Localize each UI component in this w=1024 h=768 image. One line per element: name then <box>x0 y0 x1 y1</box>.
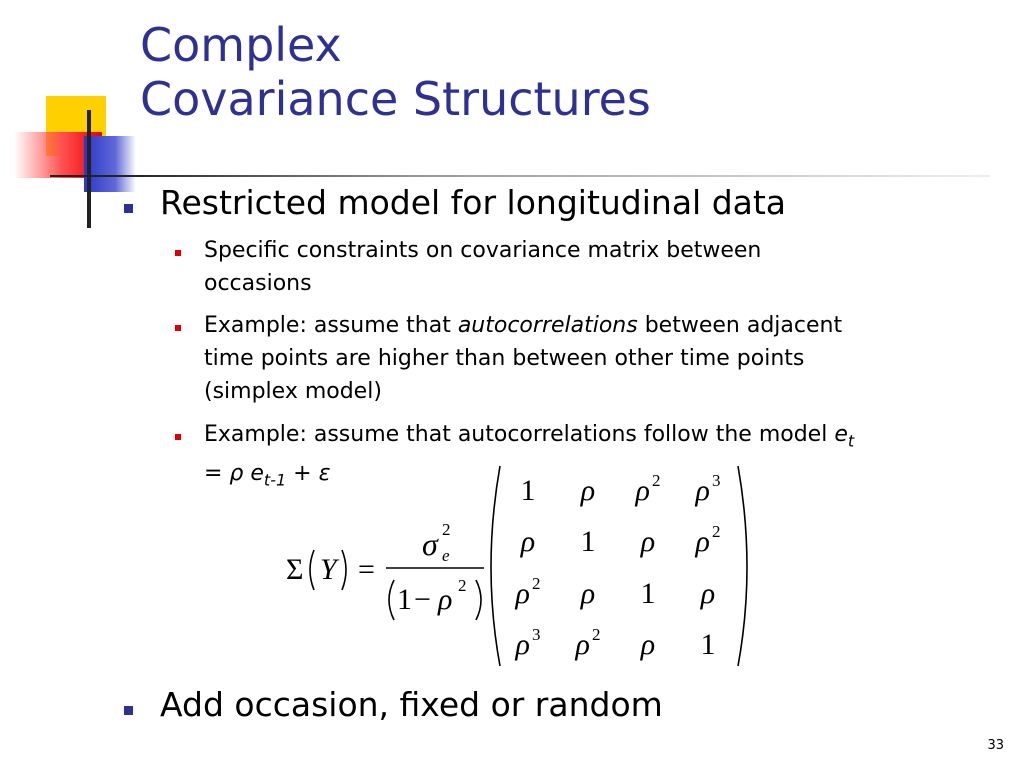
bullet-add-occasion: Add occasion, fixed or random <box>160 685 663 724</box>
matrix-bracket-left <box>491 466 500 666</box>
eq-equals: = <box>358 553 375 586</box>
eq-y: Y <box>320 553 337 586</box>
eq-sigma-capital: Σ <box>286 553 304 586</box>
matrix-cell-r2-c3: ρ <box>640 525 656 558</box>
eq-den-paren-right <box>476 580 481 620</box>
matrix-cell-r4-c1: ρ $^3$ <box>515 625 541 661</box>
eq-num-sigma: σ <box>422 526 438 562</box>
matrix-cell-r3-c2: ρ <box>580 577 596 610</box>
matrix-cells <box>515 471 721 661</box>
sub-bullet-marker <box>175 434 181 440</box>
matrix-cell-r3-c1: ρ $^2$ <box>515 574 541 610</box>
matrix-cell-r4-c3: ρ <box>640 628 656 661</box>
matrix-bracket-right <box>738 466 747 666</box>
matrix-cell-r1-c1: 1 <box>520 474 536 507</box>
simplex-post: between adjacent <box>637 313 843 338</box>
eq-num-sub: e <box>442 546 450 565</box>
ar-line1 <box>204 418 964 457</box>
matrix-cell-r2-c1: ρ <box>520 525 536 558</box>
matrix-cell-r2-c2: 1 <box>580 525 596 558</box>
sub-bullet-constraints <box>204 234 964 300</box>
ar-t-subscript: t <box>847 431 855 451</box>
sub-bullet-marker <box>175 250 181 256</box>
eq-den-minus: − <box>414 583 431 616</box>
decor-horizontal-rule <box>50 175 990 177</box>
title-line-2: Covariance Structures <box>140 72 651 126</box>
simplex-line1 <box>204 309 964 342</box>
matrix-cell-r2-c4: ρ $^2$ <box>695 522 721 558</box>
page-number: 33 <box>987 738 1004 753</box>
eq-lhs-paren-right <box>342 550 346 590</box>
simplex-line2: time points are higher than between other time points <box>204 346 805 371</box>
bullet-marker <box>124 706 133 715</box>
simplex-line3: (simplex model) <box>204 379 382 404</box>
simplex-pre: Example: assume that <box>204 313 458 338</box>
sub-bullet-constraints-line2: occasions <box>204 271 312 296</box>
decor-vertical-line <box>87 110 91 228</box>
sub-bullet-simplex-example <box>204 309 964 408</box>
sub-bullet-constraints-line1: Specific constraints on covariance matrix between <box>204 238 762 263</box>
eq-lhs-paren-left <box>310 550 314 590</box>
sub-bullet-marker <box>175 325 181 331</box>
matrix-cell-r4-c2: ρ $^2$ <box>575 625 601 661</box>
ar-t-minus-1: t-1 <box>263 470 287 490</box>
matrix-cell-r1-c3: ρ $^2$ <box>635 471 661 507</box>
matrix-cell-r4-c4: 1 <box>700 628 716 661</box>
ar-eq: = ρ e <box>204 461 264 487</box>
matrix-cell-r3-c4: ρ <box>700 577 716 610</box>
eq-den-rho: ρ <box>438 583 453 616</box>
matrix-cell-r1-c4: ρ $^3$ <box>695 471 721 507</box>
autocorrelations-italic: autocorrelations <box>457 313 638 338</box>
ar-plus-epsilon: + ε <box>286 461 331 487</box>
eq-den-one: 1 <box>397 583 412 616</box>
bullet-marker <box>124 204 133 213</box>
covariance-matrix-equation <box>280 458 760 678</box>
bullet-restricted-model: Restricted model for longitudinal data <box>160 183 787 222</box>
eq-num-sup: 2 <box>442 520 451 539</box>
matrix-cell-r3-c3: 1 <box>640 577 656 610</box>
ar-pre: Example: assume that autocorrelations follow the model <box>204 422 835 447</box>
eq-den-paren-left <box>389 580 394 620</box>
ar-e: e <box>834 422 848 447</box>
slide-title <box>140 18 651 126</box>
matrix-cell-r1-c2: ρ <box>580 474 596 507</box>
eq-den-sup: 2 <box>458 576 467 595</box>
decor-blue-square <box>84 136 136 192</box>
title-line-1: Complex <box>140 18 342 72</box>
